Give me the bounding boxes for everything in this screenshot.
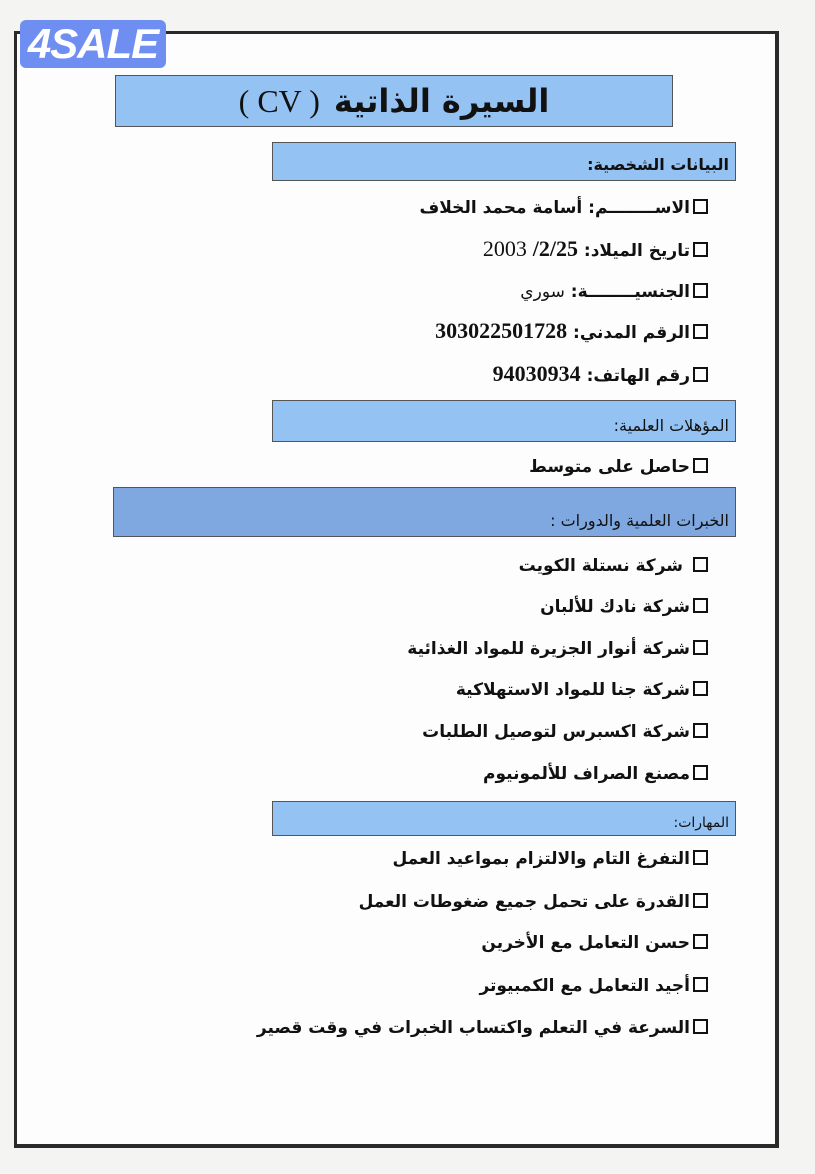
item-text: حاصل على متوسط (529, 457, 690, 477)
checkbox-icon (693, 893, 708, 908)
section-header-experience (113, 487, 736, 537)
list-item (540, 595, 708, 619)
list-item (481, 931, 708, 955)
list-item (519, 554, 708, 578)
section-header-personal (272, 142, 736, 181)
list-item (422, 720, 708, 744)
checkbox-icon (693, 640, 708, 655)
checkbox-icon (693, 557, 708, 572)
field-nationality (520, 280, 708, 304)
title-text: السيرة الذاتية (333, 82, 550, 120)
checkbox-icon (693, 242, 708, 257)
label: رقم الهاتف: (586, 366, 690, 386)
label: تاريخ الميلاد: (583, 241, 690, 261)
value: 94030934 (492, 361, 581, 386)
checkbox-icon (693, 283, 708, 298)
item-text: القدرة على تحمل جميع ضغوطات العمل (358, 892, 690, 912)
value: 2003 (482, 236, 527, 261)
item-text: السرعة في التعلم واكتساب الخبرات في وقت قصير (256, 1018, 690, 1038)
list-item (479, 974, 708, 998)
value: 303022501728 (435, 318, 568, 343)
section-title: البيانات الشخصية: (587, 155, 729, 174)
section-header-qualifications (272, 400, 736, 442)
checkbox-icon (693, 765, 708, 780)
checkbox-icon (693, 681, 708, 696)
list-item (529, 455, 708, 479)
value: 2/25/ (532, 236, 578, 261)
item-text: مصنع الصراف للألمونيوم (483, 764, 690, 784)
page-title (115, 75, 673, 127)
checkbox-icon (693, 324, 708, 339)
checkbox-icon (693, 367, 708, 382)
item-text: شركة نستلة الكويت (518, 556, 683, 576)
checkbox-icon (693, 723, 708, 738)
field-phone (493, 362, 708, 388)
value: سوري (520, 282, 565, 302)
checkbox-icon (693, 1019, 708, 1034)
list-item (257, 1016, 708, 1040)
checkbox-icon (693, 598, 708, 613)
item-text: شركة اكسبرس لتوصيل الطلبات (422, 722, 690, 742)
value: أسامة محمد الخلاف (419, 198, 583, 218)
list-item (359, 890, 708, 914)
item-text: شركة جنا للمواد الاستهلاكية (455, 680, 690, 700)
label: الرقم المدني: (573, 323, 690, 343)
section-title: المهارات: (673, 815, 729, 831)
checkbox-icon (693, 934, 708, 949)
list-item (456, 678, 708, 702)
list-item (393, 847, 709, 871)
label: الجنسيــــــــة: (570, 282, 690, 302)
item-text: التفرغ التام والالتزام بمواعيد العمل (392, 849, 690, 869)
field-civil-id (435, 319, 708, 345)
checkbox-icon (693, 458, 708, 473)
checkbox-icon (693, 199, 708, 214)
item-text: شركة نادك للألبان (540, 597, 690, 617)
field-name (420, 196, 708, 220)
section-title: المؤهلات العلمية: (613, 416, 729, 435)
checkbox-icon (693, 977, 708, 992)
item-text: شركة أنوار الجزيرة للمواد الغذائية (407, 639, 690, 659)
checkbox-icon (693, 850, 708, 865)
list-item (483, 762, 708, 786)
section-title: الخبرات العلمية والدورات : (550, 511, 729, 530)
watermark-logo: 4SALE (20, 20, 166, 68)
label: الاســــــــم: (588, 198, 690, 218)
field-dob (483, 237, 708, 263)
title-cv: ( CV ) (238, 82, 320, 119)
section-header-skills (272, 801, 736, 836)
item-text: حسن التعامل مع الأخرين (481, 933, 690, 953)
list-item (407, 637, 708, 661)
item-text: أجيد التعامل مع الكمبيوتر (479, 976, 690, 996)
